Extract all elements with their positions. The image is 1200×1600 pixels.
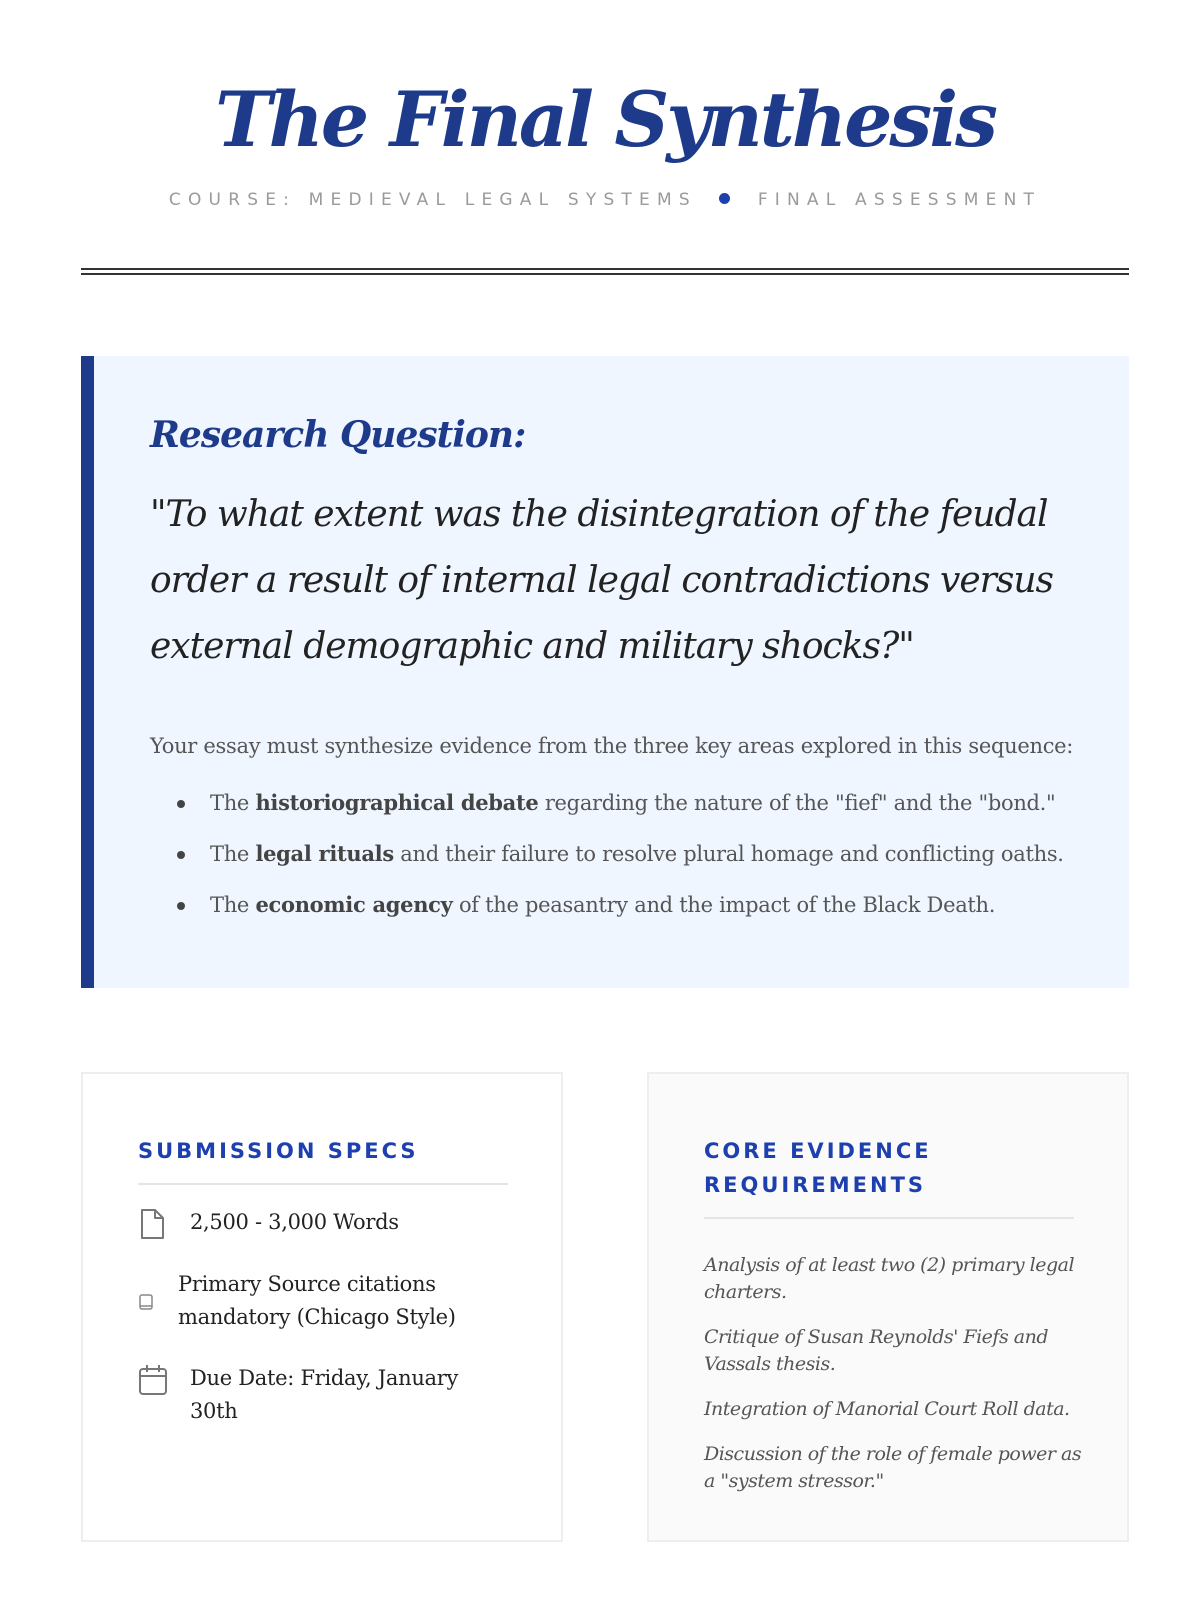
book-icon — [138, 1290, 154, 1323]
core-evidence-card — [647, 1072, 1129, 1542]
research-area-item: The historiographical debate regarding the nature of the "fief" and the "bond." — [150, 790, 1064, 841]
evidence-item: Critique of Susan Reynolds' Fiefs and Vassals thesis. — [704, 1326, 1048, 1375]
assessment-page — [81, 0, 1129, 1600]
research-question-quote: "To what extent was the disintegration of the feudal order a result of internal legal contradictions versus external demographic and military shocks?" — [150, 494, 1054, 667]
evidence-item: Analysis of at least two (2) primary legal charters. — [704, 1254, 1075, 1303]
spec-due-date — [138, 1362, 508, 1428]
spec-citations-text: Primary Source citations mandatory (Chicago Style) — [178, 1272, 456, 1329]
submission-specs-title: SUBMISSION SPECS — [138, 1134, 508, 1185]
separator-dot — [719, 193, 730, 204]
course-subtitle — [81, 190, 1129, 210]
calendar-icon — [138, 1364, 168, 1406]
evidence-item: Discussion of the role of female power as a "system stressor." — [704, 1443, 1082, 1492]
submission-specs-list — [138, 1206, 508, 1428]
core-evidence-title: CORE EVIDENCE REQUIREMENTS — [704, 1134, 1074, 1219]
page-title: The Final Synthesis — [215, 75, 995, 164]
course-label: COURSE: MEDIEVAL LEGAL SYSTEMS — [168, 190, 697, 210]
research-area-item: The legal rituals and their failure to resolve plural homage and conflicting oaths. — [150, 841, 1064, 892]
header-divider — [81, 268, 1129, 275]
spec-citations — [138, 1268, 508, 1362]
research-question-heading: Research Question: — [150, 414, 526, 456]
submission-specs-card — [81, 1072, 563, 1542]
assessment-label: FINAL ASSESSMENT — [757, 190, 1042, 210]
evidence-list — [704, 1252, 1084, 1513]
spec-word-count — [138, 1206, 508, 1268]
document-icon — [138, 1208, 166, 1250]
research-area-list — [150, 790, 1064, 943]
research-question-panel — [81, 356, 1129, 988]
research-area-item: The economic agency of the peasantry and the impact of the Black Death. — [150, 892, 1064, 943]
research-intro: Your essay must synthesize evidence from the three key areas explored in this sequence: — [150, 734, 1074, 758]
spec-due-date-text: Due Date: Friday, January 30th — [190, 1366, 459, 1423]
spec-word-count-text: 2,500 - 3,000 Words — [190, 1210, 399, 1234]
evidence-item: Integration of Manorial Court Roll data. — [704, 1398, 1070, 1420]
